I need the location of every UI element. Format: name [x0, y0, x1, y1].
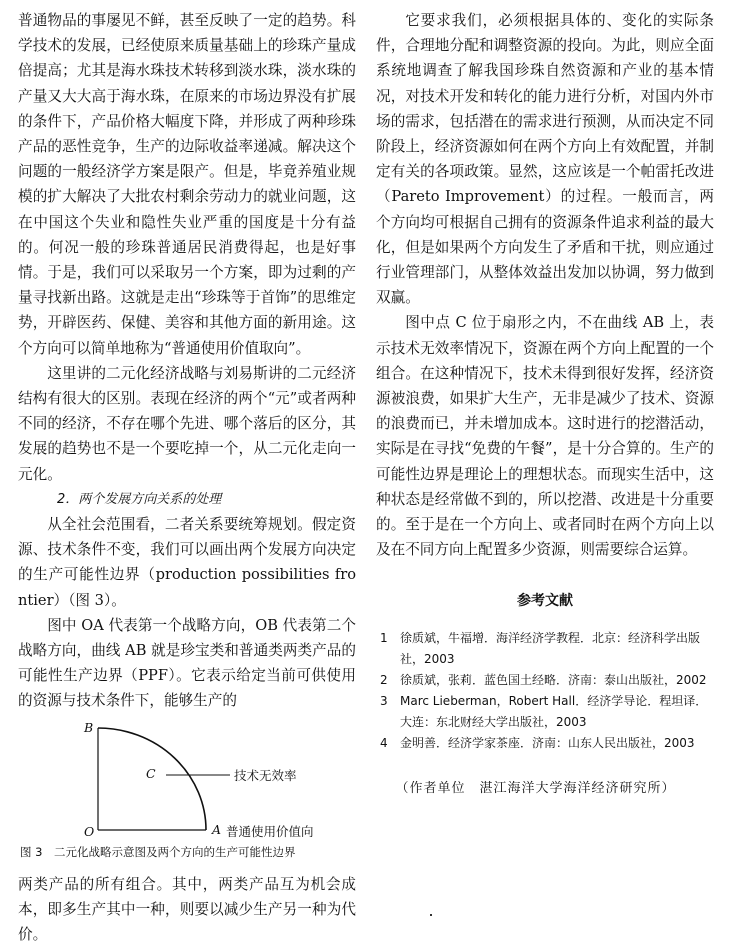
body-paragraph: 两类产品的所有组合。其中，两类产品互为机会成本，即多生产其中一种，则要以减少生产另一种为代价。: [18, 875, 356, 944]
label-o: O: [84, 823, 95, 839]
body-paragraph: 普通物品的事屡见不鲜，甚至反映了一定的趋势。科学技术的发展，已经使原来质量基础上的珍珠产量成倍提高；尤其是海水珠技术转移到淡水珠，淡水珠的产量又大大高于海水珠，在原来的市场边界没有扩展的条件下，产品价格大幅度下降，并形成了两种珍珠产品的恶性竞争，生产的边际收益率递减。解决这个问题的一般经济学方案是限产。但是，毕竟养殖业规模的扩大解决了大批农村剩余劳动力的就业问题，这在中国这个失业和隐性失业严重的国度是十分有益的。何况一般的珍珠普通居民消费得起，也是好事情。于是，我们可以采取另一个方案，即为过剩的产量寻找新出路。这就是走出“珍珠等于首饰”的思维定势，开辟医药、保健、美容和其他方面的新用途。这个方向可以简单地称为“普通使用价值取向”。: [18, 12, 356, 357]
label-b: B: [84, 719, 94, 735]
label-c: C: [146, 765, 156, 781]
references-list: [376, 628, 714, 754]
figure-3-ppf-diagram: [18, 718, 356, 840]
label-ordinary-use-direction: 普通使用价值向: [226, 823, 314, 839]
figure-caption: 图 3 二元化战略示意图及两个方向的生产可能性边界: [20, 844, 296, 859]
reference-item: 4 金明善．经济学家茶座．济南：山东人民出版社，2003: [380, 736, 695, 751]
reference-item: 1 徐质斌，牛福增．海洋经济学教程．北京：经济科学出版社，2003: [380, 631, 701, 667]
page-mark: [430, 914, 432, 916]
label-a: A: [212, 821, 222, 837]
left-column: [18, 8, 356, 947]
author-affiliation: （作者单位 湛江海洋大学海洋经济研究所）: [395, 781, 676, 797]
body-paragraph: 图中 OA 代表第一个战略方向，OB 代表第二个战略方向，曲线 AB 就是珍宝类和普通类两类产品的可能性生产边界（PPF）。它表示给定当前可供使用的资源与技术条件下，能够生产的: [18, 616, 356, 710]
body-paragraph: 这里讲的二元化经济战略与刘易斯讲的二元经济结构有很大的区别。表现在经济的两个“元”或者两种不同的经济，不存在哪个先进、哪个落后的区分，其发展的趋势也不是一个要吃掉一个，从二元化走向一元化。: [18, 364, 356, 483]
body-paragraph: 从全社会范围看，二者关系要统筹规划。假定资源、技术条件不变，我们可以画出两个发展方向决定的生产可能性边界（production possibilities frontier）（图 3）。: [18, 516, 356, 609]
label-technical-inefficiency: 技术无效率: [234, 767, 297, 783]
references-title: 参考文献: [517, 593, 573, 610]
reference-item: 2 徐质斌，张莉．蓝色国土经略．济南：泰山出版社，2002: [380, 673, 707, 688]
section-subheading: 2．两个发展方向关系的处理: [57, 491, 222, 507]
body-paragraph: 图中点 C 位于扇形之内，不在曲线 AB 上，表示技术无效率情况下，资源在两个方向上配置的一个组合。在这种情况下，技术未得到很好发挥，经济资源被浪费，如果扩大生产，无非是减少了技术、资源的浪费而已，并未增加成本。这时进行的挖潜活动，实际是在寻找“免费的午餐”，是十分合算的。生产的可能性边界是理论上的理想状态。而现实生活中，这种状态是经常做不到的，所以挖潜、改进是十分重要的。至于是在一个方向上、或者同时在两个方向上以及在不同方向上配置多少资源，则需要综合运算。: [376, 314, 714, 559]
body-paragraph: 它要求我们，必须根据具体的、变化的实际条件，合理地分配和调整资源的投向。为此，则应全面系统地调查了解我国珍珠自然资源和产业的基本情况，对技术开发和转化的能力进行分析，对国内外市场的需求，包括潜在的需求进行预测，从而决定不同阶段上，经济资源如何在两个方向上有效配置，并制定有关的各项政策。显然，这应该是一个帕雷托改进（Pareto Improvement）的过程。一般而言，两个方向均可根据自己拥有的资源条件追求利益的最大化，但是如果两个方向发生了矛盾和干扰，则应通过行业管理部门，从整体效益出发加以协调，努力做到双赢。: [376, 12, 714, 307]
right-column: [376, 8, 714, 800]
reference-item: 3 Marc Lieberman，Robert Hall．经济学导论．程坦译．大连：东北财经大学出版社，2003: [380, 694, 708, 730]
